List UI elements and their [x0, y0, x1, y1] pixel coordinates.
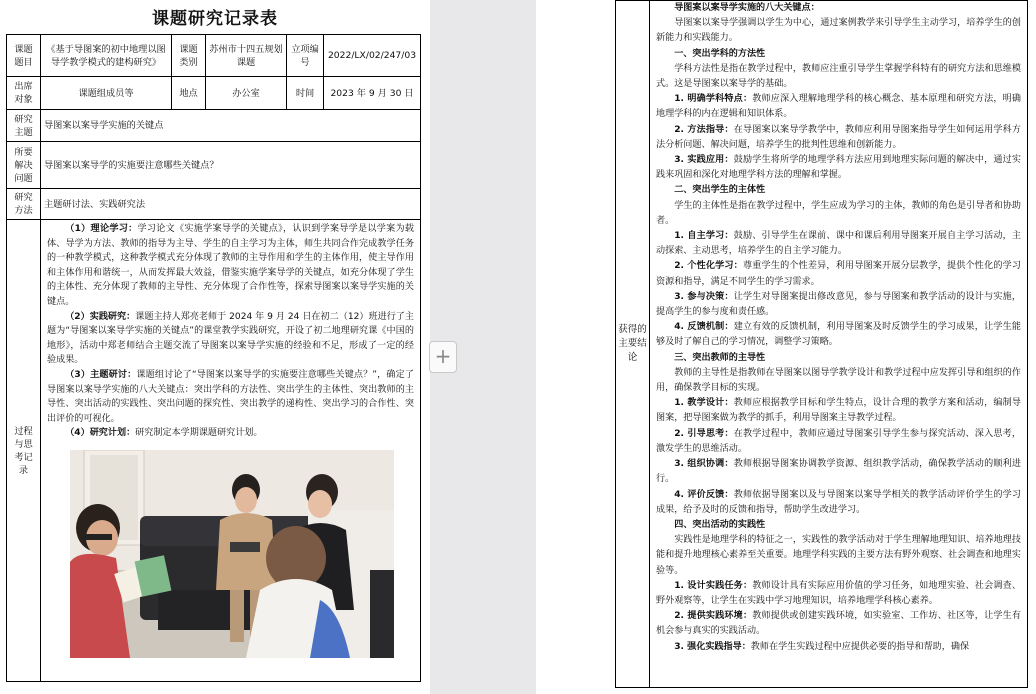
label-category: 课题类别 — [172, 35, 206, 77]
process-paragraph-4 — [47, 426, 414, 441]
conclusion-paragraph — [656, 579, 1021, 609]
conclusion-heading: 1. 设计实践任务： — [674, 580, 753, 591]
p3-heading: （3）主题研讨： — [65, 369, 137, 380]
p4-heading: （4）研究计划： — [65, 428, 136, 439]
code-value: 2022/LX/02/247/03 — [324, 35, 421, 77]
conclusion-paragraph — [656, 518, 1021, 533]
conclusion-heading: 3. 参与决策： — [674, 291, 734, 302]
conclusion-text: 教师应深入理解地理学科的核心概念、基本原理和研究方法，明确地理学科的内在逻辑和知识体系。 — [656, 94, 1021, 120]
conclusion-heading: 4. 反馈机制： — [674, 322, 734, 333]
add-page-button[interactable]: + — [429, 341, 457, 373]
attendees-value: 课题组成员等 — [41, 77, 172, 110]
process-paragraph-1 — [47, 222, 414, 310]
conclusion-text: 教师设计具有实际应用价值的学习任务，如地理实验、社会调查、野外观察等，让学生在实践中学习地理知识，培养地理学科核心素养。 — [656, 580, 1021, 606]
conclusion-table — [615, 0, 1028, 688]
conclusion-paragraph — [656, 199, 1021, 229]
conclusion-paragraph — [656, 427, 1021, 457]
conclusion-heading: 1. 自主学习： — [674, 231, 734, 242]
conclusion-heading: 一、突出学科的方法性 — [674, 48, 766, 59]
conclusion-heading: 2. 提供实践环境： — [674, 611, 753, 622]
problem-value: 导图案以案导学的实施要注意哪些关键点？ — [41, 142, 421, 189]
p1-text: 学习论文《实施学案导学的关键点》，认识到学案导学是以学案为载体、导学为方法、教师的指导为主导、学生的自主学习为主体，师生共同合作完成教学任务的一种教学模式，这种教学模式充分体现了教师的主导作用和学生的主体作用，使主导作用和主体作用和谐统一，从而发挥最大效益，借鉴实施学案导学的关键点，如充分体现了学生的主体性、充分体现了教师的主导性、充分体现了合作性等，探索导图案以案导学实施的关键点。 — [47, 224, 415, 307]
label-time: 时间 — [287, 77, 324, 110]
p1-heading: （1）理论学习： — [65, 224, 138, 234]
conclusion-heading: 1. 明确学科特点： — [674, 94, 753, 105]
page-title: 课题研究记录表 — [152, 9, 278, 29]
record-table — [6, 34, 421, 682]
conclusion-paragraph — [656, 1, 1021, 16]
conclusion-paragraph — [656, 183, 1021, 198]
conclusion-paragraph — [656, 47, 1021, 62]
topic-value: 《基于导图案的初中地理以图导学教学模式的建构研究》 — [41, 35, 172, 77]
conclusion-text: 教师的主导性是指教师在导图案以图导学教学设计和教学过程中应发挥引导和组织的作用，确保教学目标的实现。 — [656, 367, 1021, 394]
method-value: 主题研讨法、实践研究法 — [41, 189, 421, 220]
conclusion-paragraph — [656, 62, 1021, 92]
conclusion-heading: 三、突出教师的主导性 — [674, 352, 766, 363]
conclusion-paragraph — [656, 640, 1021, 655]
label-attendees: 出席对象 — [7, 77, 41, 110]
conclusion-text: 教师应根据教学目标和学生特点，设计合理的教学方案和活动，编制导图案，把导图案做为教学的抓手，利用导图案主导教学过程。 — [656, 398, 1021, 424]
label-method: 研究方法 — [7, 189, 41, 220]
research-topic-value: 导图案以案导学实施的关键点 — [41, 110, 421, 142]
label-research-topic: 研究主题 — [7, 110, 41, 142]
conclusion-paragraph — [656, 488, 1021, 518]
conclusion-text: 建立有效的反馈机制，利用导图案及时反馈学生的学习成果，让学生能够及时了解自己的学习情况，调整学习策略。 — [656, 322, 1021, 348]
conclusion-paragraph — [656, 533, 1021, 579]
label-place: 地点 — [172, 77, 206, 110]
conclusion-content — [650, 1, 1028, 688]
conclusion-heading: 四、突出活动的实践性 — [674, 519, 766, 530]
conclusion-text: 教师依据导图案以及与导图案以案导学相关的教学活动评价学生的学习成果，给予及时的反馈和指导，帮助学生改进学习。 — [656, 489, 1021, 515]
p2-heading: （2）实践研究： — [65, 311, 136, 322]
conclusion-heading: 2. 方法指导： — [674, 124, 734, 135]
meeting-photo — [70, 450, 394, 658]
conclusion-paragraph — [656, 351, 1021, 366]
conclusion-heading: 1. 教学设计： — [674, 398, 734, 409]
p4-text: 研究制定本学期课题研究计划。 — [135, 428, 263, 439]
process-paragraph-2 — [47, 310, 414, 368]
conclusion-paragraph — [656, 229, 1021, 259]
conclusion-paragraph — [656, 320, 1021, 350]
document-page-right — [536, 0, 1036, 694]
conclusion-paragraph — [656, 16, 1021, 46]
label-topic: 课题题目 — [7, 35, 41, 77]
p3-text: 课题组讨论了“导图案以案导学的实施要注意哪些关键点？”，确定了导图案以案导学实施的八大关键点：突出学科的方法性、突出学生的主体性、突出教师的主导性、突出活动的实践性、突出问题的探究性、突出教学的递构性、突出学习的合作性、突出评价的可视化。 — [47, 369, 414, 424]
conclusion-heading: 2. 个性化学习： — [674, 261, 743, 272]
conclusion-text: 学生的主体性是指在教学过程中，学生应成为学习的主体，教师的角色是引导者和协助者。 — [656, 200, 1021, 226]
conclusion-text: 鼓励学生将所学的地理学科方法应用到地理实际问题的解决中，通过实践来巩固和深化对地理学科方法的理解和掌握。 — [656, 155, 1021, 181]
conclusion-paragraph — [656, 153, 1021, 183]
label-code: 立项编号 — [287, 35, 324, 77]
process-content — [41, 220, 421, 682]
conclusion-heading: 二、突出学生的主体性 — [674, 185, 766, 196]
conclusion-text: 教师在学生实践过程中应提供必要的指导和帮助，确保 — [750, 641, 970, 652]
meeting-photo-illustration — [70, 450, 394, 658]
conclusion-paragraph — [656, 259, 1021, 289]
document-page-left — [0, 0, 430, 694]
conclusion-text: 教师提供或创建实践环境，如实验室、工作坊、社区等，让学生有机会参与真实的实践活动。 — [656, 611, 1021, 637]
label-process: 过程与思考记录 — [7, 220, 41, 682]
conclusion-heading: 3. 组织协调： — [674, 459, 734, 470]
conclusion-text: 让学生对导图案提出修改意见，参与导图案和教学活动的设计与实施，提高学生的参与度和责任感。 — [656, 291, 1021, 318]
conclusion-paragraph — [656, 609, 1021, 639]
conclusion-text: 实践性是地理学科的特征之一，实践性的教学活动对于学生理解地理知识、培养地理技能和提升地理核心素养至关重要。地理学科实践的主要方法有野外观察、社会调查和地理实验等。 — [656, 535, 1021, 576]
conclusion-heading: 2. 引导思考： — [674, 428, 734, 439]
conclusion-paragraph — [656, 92, 1021, 122]
conclusion-heading: 3. 实践应用： — [674, 155, 734, 166]
process-paragraph-3 — [47, 368, 414, 426]
conclusion-heading: 导图案以案导学实施的八大关键点： — [674, 3, 820, 13]
conclusion-text: 教师根据导图案协调教学资源、组织教学活动，确保教学活动的顺利进行。 — [656, 459, 1021, 485]
conclusion-paragraphs — [656, 1, 1021, 655]
conclusion-paragraph — [656, 290, 1021, 320]
conclusion-heading: 4. 评价反馈： — [674, 489, 734, 500]
conclusion-paragraph — [656, 396, 1021, 426]
time-value: 2023 年 9 月 30 日 — [324, 77, 421, 110]
conclusion-text: 学科方法性是指在教学过程中，教师应注重引导学生掌握学科特有的研究方法和思维模式。这是导图案以案导学的基础。 — [656, 63, 1021, 90]
conclusion-text: 在教学过程中，教师应通过导图案引导学生参与探究活动、深入思考，激发学生的思维活动。 — [656, 428, 1021, 454]
category-value: 苏州市十四五规划课题 — [206, 35, 287, 77]
conclusion-text: 导图案以案导学强调以学生为中心，通过案例教学来引导学生主动学习，培养学生的创新能力和实践能力。 — [656, 18, 1021, 44]
p2-text: 课题主持人郑亮老师于 2024 年 9 月 24 日在初二（12）班进行了主题为“导图案以案导学实施的关键点”的课堂教学实践研究，开设了初二地理研究课《中国的地形》，活动中郑老师结合主题交流了导图案以案导学实施的经验和不足，形成了一定的经验成果。 — [47, 311, 415, 366]
label-problem: 所要解决问题 — [7, 142, 41, 189]
conclusion-paragraph — [656, 123, 1021, 153]
conclusion-text: 鼓励、引导学生在课前、课中和课后利用导图案开展自主学习活动，主动探索、主动思考，培养学生的自主学习能力。 — [656, 231, 1021, 257]
place-value: 办公室 — [206, 77, 287, 110]
conclusion-paragraph — [656, 366, 1021, 396]
conclusion-heading: 3. 强化实践指导： — [674, 641, 751, 652]
conclusion-text: 在导图案以案导学教学中，教师应利用导图案指导学生如何运用学科方法分析问题、解决问题，培养学生的批判性思维和创新能力。 — [656, 124, 1021, 150]
conclusion-paragraph — [656, 457, 1021, 487]
label-conclusion: 获得的主要结论 — [616, 1, 650, 688]
conclusion-text: 尊重学生的个性差异，利用导图案开展分层教学，提供个性化的学习资源和指导，满足不同学生的学习需求。 — [656, 261, 1021, 287]
